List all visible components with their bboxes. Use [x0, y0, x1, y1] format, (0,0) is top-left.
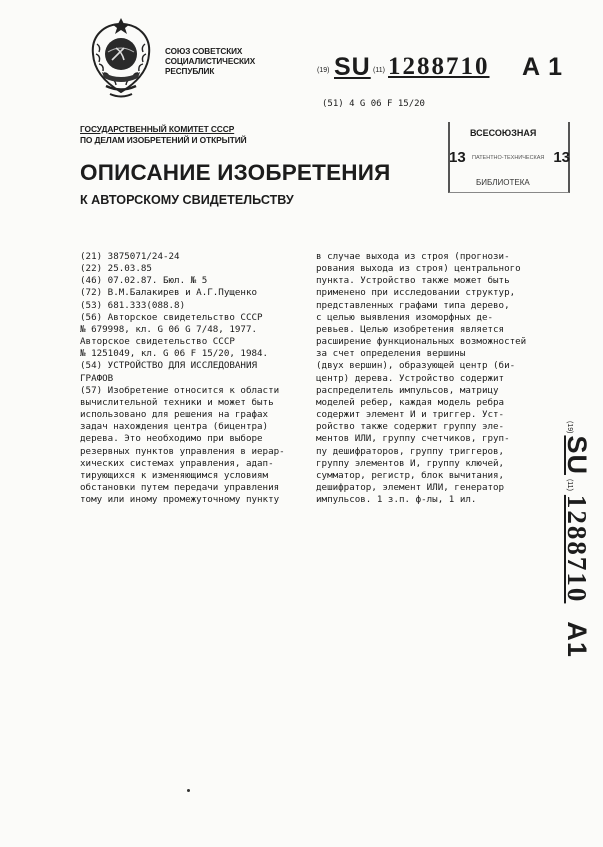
- state-name: [165, 47, 255, 77]
- side-number: 1288710: [562, 494, 592, 604]
- right-line: ревьев. Целью изобретения является: [316, 323, 505, 335]
- left-line: тому или иному промежуточному пункту: [80, 494, 280, 506]
- right-line: сумматор, регистр, блок вычитания,: [316, 469, 505, 481]
- left-line: (22) 25.03.85: [80, 263, 152, 275]
- pub-number: 1288710: [388, 53, 490, 80]
- right-line: ройство также содержит группу эле-: [316, 421, 505, 433]
- left-line: тирующихся к изменяющимся условиям: [80, 469, 269, 481]
- left-line: (53) 681.333(088.8): [80, 299, 186, 311]
- state-emblem-icon: [84, 14, 158, 102]
- pub-country: SU: [334, 53, 371, 81]
- side-kind: A1: [562, 621, 592, 658]
- stamp-right-num: 13: [553, 149, 570, 166]
- left-line: № 1251049, кл. G 06 F 15/20, 1984.: [80, 348, 269, 360]
- right-line: за счет определения вершины: [316, 348, 466, 360]
- left-line: (56) Авторское свидетельство СССР: [80, 311, 263, 323]
- state-name-line-3: РЕСПУБЛИК: [165, 67, 215, 76]
- right-line: ментов ИЛИ, группу счетчиков, груп-: [316, 433, 510, 445]
- left-column: [80, 251, 285, 506]
- right-line: с целью выявления изоморфных де-: [316, 311, 494, 323]
- committee-line-2: ПО ДЕЛАМ ИЗОБРЕТЕНИЙ И ОТКРЫТИЙ: [80, 135, 247, 145]
- stamp-left-num: 13: [449, 149, 466, 166]
- library-stamp: [448, 122, 570, 193]
- left-line: (57) Изобретение относится к области: [80, 384, 280, 396]
- side-publication-number: [546, 421, 590, 673]
- left-line: Авторское свидетельство СССР: [80, 336, 235, 348]
- left-line: № 679998, кл. G 06 G 7/48, 1977.: [80, 323, 258, 335]
- pub-code-11: (11): [373, 67, 385, 74]
- stamp-top: ВСЕСОЮЗНАЯ: [470, 128, 537, 138]
- left-line: (21) 3875071/24-24: [80, 251, 180, 262]
- left-line: (72) В.М.Балакирев и А.Г.Пущенко: [80, 287, 258, 299]
- right-line: моделей ребер, каждая модель ребра: [316, 396, 505, 408]
- right-line: содержит элемент И и триггер. Уст-: [316, 409, 505, 421]
- right-line: распределитель импульсов, матрицу: [316, 384, 499, 396]
- stamp-bottom: БИБЛИОТЕКА: [476, 178, 530, 187]
- side-code-11: (11): [566, 478, 573, 491]
- right-line: импульсов. 1 з.п. ф-лы, 1 ил.: [316, 494, 477, 506]
- side-country: SU: [562, 435, 592, 475]
- speck: [187, 789, 190, 792]
- left-line: дерева. Это необходимо при выборе: [80, 433, 263, 445]
- state-name-line-2: СОЦИАЛИСТИЧЕСКИХ: [165, 57, 256, 66]
- committee-line-1: ГОСУДАРСТВЕННЫЙ КОМИТЕТ СССР: [80, 124, 235, 134]
- right-column: [316, 251, 526, 506]
- left-line: вычислительной техники и может быть: [80, 396, 274, 408]
- right-line: пункта. Устройство также может быть: [316, 275, 510, 287]
- pub-code-19: (19): [317, 67, 330, 74]
- right-line: в случае выхода из строя (прогнози-: [316, 251, 510, 262]
- pub-kind: A 1: [522, 53, 563, 81]
- right-line: (двух вершин), образующей центр (би-: [316, 360, 516, 372]
- document-title: ОПИСАНИЕ ИЗОБРЕТЕНИЯ: [80, 160, 391, 185]
- left-line: ГРАФОВ: [80, 372, 114, 384]
- left-line: резервных пунктов управления в иерар-: [80, 445, 285, 457]
- state-name-line-1: СОЮЗ СОВЕТСКИХ: [165, 47, 243, 56]
- right-line: расширение функциональных возможностей: [316, 336, 527, 348]
- committee: [80, 124, 247, 146]
- stamp-mid: ПАТЕНТНО-ТЕХНИЧЕСКАЯ: [472, 155, 545, 161]
- left-line: задач нахождения центра (бицентра): [80, 421, 269, 433]
- document-subtitle: К АВТОРСКОМУ СВИДЕТЕЛЬСТВУ: [80, 193, 294, 207]
- left-line: хических системах управления, адап-: [80, 457, 274, 469]
- right-line: рования выхода из строя) центрального: [316, 263, 521, 275]
- left-line: обстановки путем передачи управления: [80, 481, 280, 493]
- right-line: центр) дерева. Устройство содержит: [316, 372, 505, 384]
- right-line: дешифратор, элемент ИЛИ, генератор: [316, 481, 505, 493]
- left-line: (54) УСТРОЙСТВО ДЛЯ ИССЛЕДОВАНИЯ: [80, 360, 258, 372]
- right-line: пу дешифраторов, группу триггеров,: [316, 445, 505, 457]
- right-line: представленных графами типа дерево,: [316, 299, 510, 311]
- side-code-19: (19): [566, 421, 573, 434]
- right-line: применено при исследовании структур,: [316, 287, 516, 299]
- classification: (51) 4 G 06 F 15/20: [322, 99, 425, 109]
- left-line: использовано для решения на графах: [80, 409, 269, 421]
- right-line: группу элементов И, группу ключей,: [316, 457, 505, 469]
- left-line: (46) 07.02.87. Бюл. № 5: [80, 275, 208, 287]
